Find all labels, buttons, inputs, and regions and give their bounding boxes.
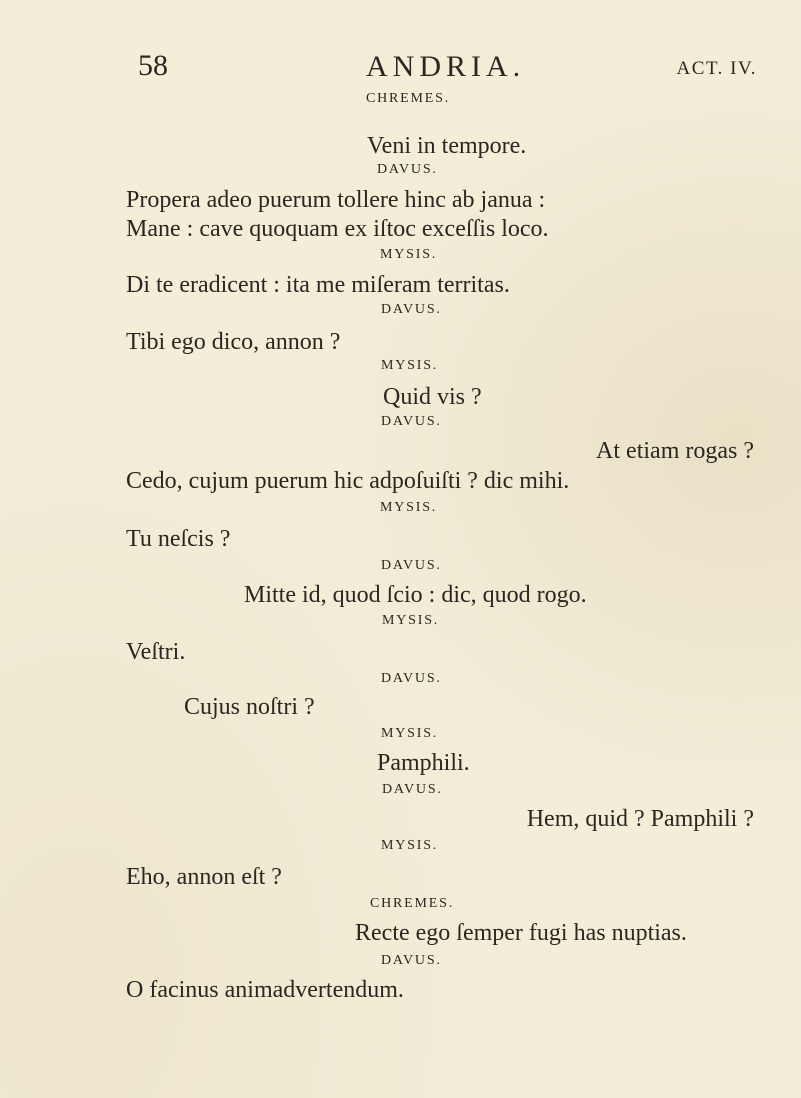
verse-line: Propera adeo puerum tollere hinc ab janua : xyxy=(126,187,546,213)
speaker-label: MYSIS. xyxy=(380,500,438,515)
verse-line: Cujus noſtri ? xyxy=(184,694,315,720)
speaker-label: DAVUS. xyxy=(381,302,442,317)
verse-line: Tu neſcis ? xyxy=(126,526,231,552)
verse-line: Hem, quid ? Pamphili ? xyxy=(526,806,754,832)
page-number: 58 xyxy=(138,49,168,82)
speaker-label: CHREMES. xyxy=(370,896,455,911)
running-title: ANDRIA. xyxy=(366,50,526,83)
verse-line: Eho, annon eſt ? xyxy=(126,864,282,890)
verse-line: Tibi ego dico, annon ? xyxy=(126,329,341,355)
speaker-label: MYSIS. xyxy=(381,838,439,853)
speaker-label: DAVUS. xyxy=(381,558,442,573)
speaker-label: MYSIS. xyxy=(381,726,439,741)
verse-line: Recte ego ſemper fugi has nuptias. xyxy=(355,920,687,946)
verse-line: At etiam rogas ? xyxy=(596,438,754,464)
speaker-label: MYSIS. xyxy=(380,247,438,262)
speaker-label: CHREMES. xyxy=(366,91,451,106)
verse-line: Pamphili. xyxy=(377,750,470,776)
speaker-label: DAVUS. xyxy=(381,671,442,686)
act-label: ACT. IV. xyxy=(676,58,757,79)
verse-line: Quid vis ? xyxy=(383,384,482,410)
speaker-label: DAVUS. xyxy=(382,782,443,797)
verse-line: Veſtri. xyxy=(126,639,186,665)
verse-line: Cedo, cujum puerum hic adpoſuiſti ? dic mihi. xyxy=(126,468,570,494)
speaker-label: DAVUS. xyxy=(377,162,438,177)
verse-line: O facinus animadvertendum. xyxy=(126,977,404,1003)
speaker-label: DAVUS. xyxy=(381,953,442,968)
verse-line: Mane : cave quoquam ex iſtoc exceſſis loco. xyxy=(126,216,549,242)
speaker-label: MYSIS. xyxy=(381,358,439,373)
speaker-label: DAVUS. xyxy=(381,414,442,429)
verse-line: Di te eradicent : ita me miſeram territas. xyxy=(126,272,510,298)
verse-line: Mitte id, quod ſcio : dic, quod rogo. xyxy=(244,582,587,608)
speaker-label: MYSIS. xyxy=(382,613,440,628)
verse-line: Veni in tempore. xyxy=(367,133,527,159)
